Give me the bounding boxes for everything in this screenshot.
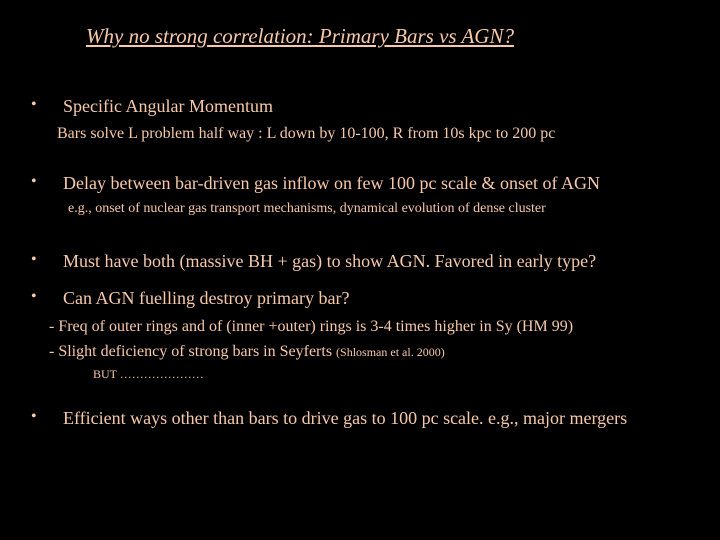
bullet-both <box>0 251 720 273</box>
bullet-heading: Must have both (massive BH + gas) to show AGN. Favored in early type? <box>63 251 597 271</box>
but-note: BUT ………………… <box>93 367 204 381</box>
bullet-heading: Specific Angular Momentum <box>63 96 273 116</box>
bullet-delay <box>0 173 720 195</box>
bullet-dot-icon: • <box>31 408 37 425</box>
bullet-detail: Bars solve L problem half way : L down by 10-100, R from 10s kpc to 200 pc <box>57 125 556 142</box>
bullet-dot-icon: • <box>31 288 37 305</box>
bullet-heading: Efficient ways other than bars to drive gas to 100 pc scale. e.g., major mergers <box>63 408 628 428</box>
bullet-heading: Delay between bar-driven gas inflow on few 100 pc scale & onset of AGN <box>63 173 600 193</box>
bullet-heading: Can AGN fuelling destroy primary bar? <box>63 288 350 308</box>
slide-title: Why no strong correlation: Primary Bars vs AGN? <box>86 24 514 48</box>
bullet-dot-icon: • <box>31 251 37 268</box>
sub-item-text: - Slight deficiency of strong bars in Seyferts <box>49 343 337 360</box>
bullet-dot-icon: • <box>31 173 37 190</box>
bullet-efficient-ways <box>0 408 720 430</box>
bullet-agn-fuelling <box>0 288 720 310</box>
bullet-dot-icon: • <box>31 96 37 113</box>
citation: (Shlosman et al. 2000) <box>336 345 445 359</box>
bullet-angular-momentum <box>0 96 720 118</box>
bullet-detail: e.g., onset of nuclear gas transport mechanisms, dynamical evolution of dense cluster <box>68 201 546 216</box>
sub-item-deficiency <box>49 343 445 361</box>
sub-item-rings: - Freq of outer rings and of (inner +outer) rings is 3-4 times higher in Sy (HM 99) <box>49 318 574 335</box>
